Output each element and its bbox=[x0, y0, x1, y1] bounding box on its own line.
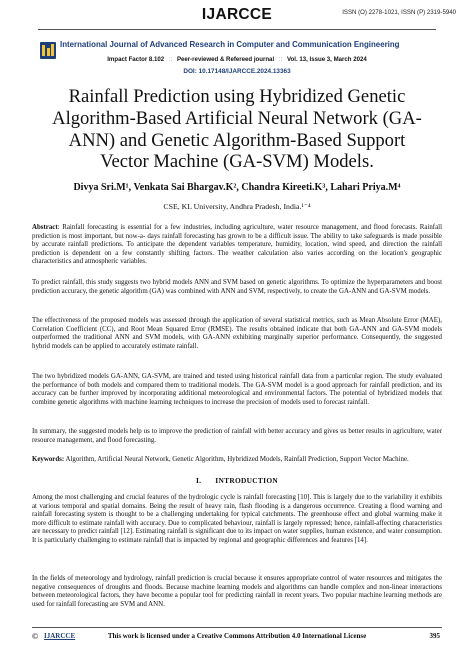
header-divider bbox=[38, 29, 436, 30]
meta-separator: :: bbox=[168, 56, 173, 63]
keywords-text: Algorithm, Artificial Neural Network, Genetic Algorithm, Hybridized Models, Rainfall Prediction, Support Vector Machine. bbox=[64, 456, 409, 463]
intro-paragraph: Among the most challenging and crucial features of the hydrologic cycle is rainfall forecasting [10]. This is largely due to the variability it exhibits at various temporal and spatial domains. Being the result of heavy rain, flash flooding is a dangerous occurrence. Creating a flood warning and rainfall forecasting system is thought to be a challenging undertaking for typical catchments. The greenhouse effect and global warming make it more difficult to estimate rainfall with accuracy. Due to complicated behaviour, rainfall is largely repressed; hence, rainfall-affecting characteristics are necessary to predict rainfall [12]. Estimating rainfall is significant due to its impact on water supplies, human existence, and water consumption. It is particularly challenging to estimate rainfall that is impacted by regional and geographic differences and features [14]. bbox=[32, 494, 442, 544]
journal-meta-line bbox=[0, 56, 474, 63]
issn-text: ISSN (O) 2278-1021, ISSN (P) 2319-5940 bbox=[342, 9, 456, 16]
section-heading bbox=[0, 476, 474, 485]
volume-issue: Vol. 13, Issue 3, March 2024 bbox=[286, 56, 367, 63]
abstract-paragraph: In summary, the suggested models help us to improve the prediction of rainfall with better accuracy and gives us better results in agriculture, water resource management, and flood forecasting. bbox=[32, 428, 442, 444]
abstract-text: : Rainfall forecasting is essential for a few industries, including agriculture, water resource management, and flood forecasts. Rainfall prediction is most important, but now-a- days rainfall forecasting has grown to be a difficult issue. The ability to take safeguards is made possible by accurate rainfall predictions. To anticipate the dependent variables temperature, humidity, location, wind speed, and direction the rainfall prediction is dependent on a few constantly shifting factors. The weather calculation also varies according on the location's geographic characteristics and atmospheric variables. bbox=[32, 224, 442, 266]
journal-link[interactable]: IJARCCE bbox=[44, 632, 76, 640]
affiliation: CSE, KL University, Andhra Pradesh, India.¹⁻⁴ bbox=[163, 202, 311, 211]
journal-short-title: IJARCCE bbox=[201, 6, 273, 23]
abstract-paragraph: To predict rainfall, this study suggests two hybrid models ANN and SVM based on genetic algorithms. To optimize the hyperparameters and boost prediction accuracy, the genetic algorithm (GA) was combined with ANN and SVM, respectively, to create the GA-ANN and GA-SVM models. bbox=[32, 279, 442, 295]
section-number: I. bbox=[195, 476, 202, 485]
journal-full-title: International Journal of Advanced Research in Computer and Communication Engineering bbox=[60, 40, 400, 49]
meta-separator: :: bbox=[278, 56, 283, 63]
license-text: This work is licensed under a Creative Commons Attribution 4.0 International License bbox=[107, 632, 367, 640]
author-list: Divya Sri.M¹, Venkata Sai Bhargav.K², Chandra Kireeti.K³, Lahari Priya.M⁴ bbox=[73, 182, 401, 193]
abstract-paragraph: The effectiveness of the proposed models was assessed through the application of several statistical metrics, such as Mean Absolute Error (MAE), Correlation Coefficient (CC), and Root Mean Squared Error (RMSE). The results obtained indicate that both GA-ANN and GA-SVM models outperformed the traditional ANN and SVM models, with GA-ANN exhibiting marginally superior performance. Consequently, the suggested hybrid models can be applied to accurately estimate rainfall. bbox=[32, 317, 442, 350]
peer-review-note: Peer-reviewed & Refereed journal bbox=[176, 56, 275, 63]
title-line: Rainfall Prediction using Hybridized Genetic bbox=[68, 86, 406, 107]
abstract-paragraph bbox=[32, 224, 442, 267]
page-number: 395 bbox=[429, 632, 440, 640]
copyright-icon: © bbox=[32, 632, 38, 641]
abstract-label: Abstract bbox=[32, 224, 58, 231]
impact-factor: Impact Factor 8.102 bbox=[107, 56, 165, 63]
title-line: Vector Machine (GA-SVM) Models. bbox=[100, 151, 374, 173]
title-line: ANN) and Genetic Algorithm-Based Support bbox=[68, 129, 406, 151]
abstract-paragraph: The two hybridized models GA-ANN, GA-SVM, are trained and tested using historical rainfall data from a particular region. The study evaluated the performance of both models and compared them to traditional models. The GA-SVM model is a good approach for rainfall prediction, and its accuracy can be further improved by incorporating additional meteorological and environmental factors. The potential of hybridized models that combine genetic algorithms with machine learning techniques to increase the precision of models used to forecast rainfall. bbox=[32, 373, 442, 406]
footer-divider bbox=[32, 627, 442, 628]
title-line: Algorithm-Based Artificial Neural Network (GA- bbox=[52, 107, 422, 129]
keywords-label: Keywords: bbox=[32, 456, 65, 463]
doi-link[interactable]: DOI: 10.17148/IJARCCE.2024.13363 bbox=[183, 68, 291, 75]
section-title: INTRODUCTION bbox=[215, 476, 279, 485]
intro-paragraph: In the fields of meteorology and hydrology, rainfall prediction is crucial because it ensures appropriate control of water resources and mitigates the negative consequences of droughts and floods. Because machine learning models and algorithms can handle complex and non-linear interactions between meteorological factors, they have become a popular tool for predicting rainfall in recent years. Two popular machine learning methods are used for rainfall forecasting are SVM and ANN. bbox=[32, 575, 442, 608]
paper-title bbox=[30, 86, 444, 173]
keywords-paragraph bbox=[32, 456, 442, 465]
